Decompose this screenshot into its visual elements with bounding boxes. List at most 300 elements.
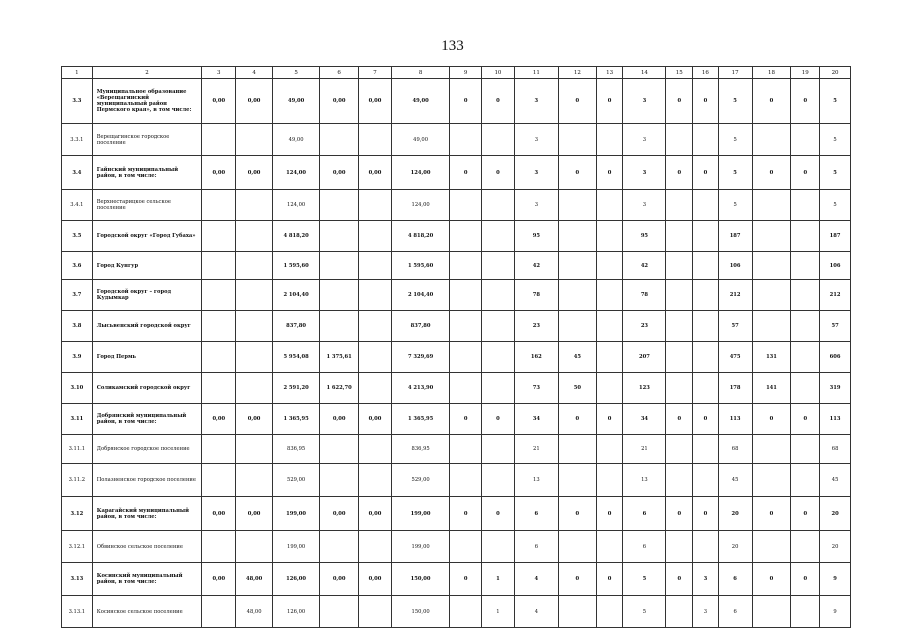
table-cell: 1 365,95 bbox=[273, 404, 320, 435]
table-cell: 212 bbox=[718, 280, 752, 311]
table-row bbox=[62, 435, 851, 464]
table-cell bbox=[596, 221, 623, 252]
table-cell: 6 bbox=[718, 596, 752, 628]
row-number: 3.3 bbox=[62, 79, 93, 124]
table-cell bbox=[558, 435, 596, 464]
table-cell: 162 bbox=[514, 342, 558, 373]
table-cell: 6 bbox=[514, 497, 558, 531]
table-cell bbox=[693, 373, 719, 404]
table-row bbox=[62, 252, 851, 280]
table-cell bbox=[202, 221, 236, 252]
table-cell bbox=[450, 311, 482, 342]
table-cell bbox=[558, 596, 596, 628]
table-cell: 836,95 bbox=[391, 435, 449, 464]
table-cell: 9 bbox=[820, 596, 851, 628]
row-name: Лысьвенский городской округ bbox=[92, 311, 202, 342]
table-cell bbox=[752, 464, 791, 497]
table-cell: 1 595,60 bbox=[391, 252, 449, 280]
table-cell bbox=[482, 373, 515, 404]
table-cell: 0 bbox=[596, 156, 623, 190]
table-cell: 5 bbox=[718, 190, 752, 221]
table-cell bbox=[666, 252, 693, 280]
table-cell: 5 bbox=[820, 124, 851, 156]
table-cell: 78 bbox=[623, 280, 666, 311]
column-header: 12 bbox=[558, 67, 596, 79]
table-cell bbox=[236, 342, 273, 373]
table-cell bbox=[791, 596, 820, 628]
table-cell bbox=[558, 531, 596, 563]
table-cell: 0 bbox=[450, 404, 482, 435]
table-cell: 0,00 bbox=[320, 79, 359, 124]
table-cell: 2 104,40 bbox=[273, 280, 320, 311]
row-name: Муниципальное образование «Верещагинский муниципальный район Пермского края», в том числе: bbox=[92, 79, 202, 124]
table-cell bbox=[791, 124, 820, 156]
table-row bbox=[62, 464, 851, 497]
table-cell: 3 bbox=[693, 563, 719, 596]
table-cell: 0 bbox=[596, 563, 623, 596]
table-cell: 0 bbox=[558, 497, 596, 531]
row-name: Добрянское городское поселение bbox=[92, 435, 202, 464]
table-row bbox=[62, 404, 851, 435]
table-cell: 7 329,69 bbox=[391, 342, 449, 373]
table-cell: 0 bbox=[791, 404, 820, 435]
table-cell bbox=[482, 531, 515, 563]
column-header: 1 bbox=[62, 67, 93, 79]
table-cell bbox=[666, 280, 693, 311]
table-cell: 2 591,20 bbox=[273, 373, 320, 404]
table-cell: 5 bbox=[718, 79, 752, 124]
table-cell bbox=[752, 221, 791, 252]
row-number: 3.4 bbox=[62, 156, 93, 190]
table-cell: 0,00 bbox=[320, 563, 359, 596]
table-cell: 57 bbox=[820, 311, 851, 342]
table-cell: 34 bbox=[514, 404, 558, 435]
table-cell: 0 bbox=[666, 404, 693, 435]
table-cell bbox=[359, 221, 392, 252]
table-cell: 45 bbox=[718, 464, 752, 497]
table-row bbox=[62, 373, 851, 404]
table-cell bbox=[320, 124, 359, 156]
table-cell: 78 bbox=[514, 280, 558, 311]
table-cell bbox=[596, 373, 623, 404]
table-cell bbox=[666, 596, 693, 628]
column-header: 11 bbox=[514, 67, 558, 79]
table-cell bbox=[752, 596, 791, 628]
table-cell: 126,00 bbox=[273, 563, 320, 596]
table-cell bbox=[236, 531, 273, 563]
table-cell bbox=[791, 435, 820, 464]
table-cell bbox=[752, 311, 791, 342]
column-header: 17 bbox=[718, 67, 752, 79]
table-cell bbox=[596, 311, 623, 342]
row-name: Косинское сельское поселение bbox=[92, 596, 202, 628]
table-cell: 0 bbox=[482, 156, 515, 190]
table-cell: 95 bbox=[623, 221, 666, 252]
table-cell: 0,00 bbox=[202, 404, 236, 435]
table-cell bbox=[359, 373, 392, 404]
table-cell: 49,00 bbox=[391, 79, 449, 124]
table-cell bbox=[791, 531, 820, 563]
table-cell: 0 bbox=[666, 563, 693, 596]
table-cell bbox=[791, 252, 820, 280]
table-cell bbox=[482, 124, 515, 156]
table-cell: 106 bbox=[820, 252, 851, 280]
row-name: Верещагинское городское поселение bbox=[92, 124, 202, 156]
table-cell bbox=[202, 342, 236, 373]
table-cell bbox=[450, 464, 482, 497]
table-row bbox=[62, 79, 851, 124]
table-cell: 0 bbox=[791, 156, 820, 190]
table-cell: 0 bbox=[693, 156, 719, 190]
table-cell bbox=[596, 342, 623, 373]
table-cell bbox=[693, 342, 719, 373]
table-cell bbox=[450, 531, 482, 563]
table-cell bbox=[596, 124, 623, 156]
table-cell: 0 bbox=[693, 404, 719, 435]
table-cell: 42 bbox=[623, 252, 666, 280]
table-cell: 49,00 bbox=[273, 124, 320, 156]
table-cell: 187 bbox=[718, 221, 752, 252]
table-cell: 20 bbox=[718, 497, 752, 531]
table-cell bbox=[752, 435, 791, 464]
table-cell bbox=[482, 464, 515, 497]
table-cell bbox=[482, 311, 515, 342]
table-cell: 150,00 bbox=[391, 596, 449, 628]
table-cell bbox=[666, 435, 693, 464]
table-cell: 0 bbox=[450, 156, 482, 190]
table-cell bbox=[558, 221, 596, 252]
table-cell: 48,00 bbox=[236, 563, 273, 596]
table-cell bbox=[202, 464, 236, 497]
table-cell bbox=[359, 252, 392, 280]
table-cell bbox=[693, 531, 719, 563]
table-cell bbox=[202, 190, 236, 221]
table-cell: 0 bbox=[791, 79, 820, 124]
table-cell bbox=[596, 280, 623, 311]
table-cell bbox=[791, 221, 820, 252]
table-cell bbox=[236, 373, 273, 404]
table-cell bbox=[320, 190, 359, 221]
table-cell: 0 bbox=[693, 497, 719, 531]
column-header: 15 bbox=[666, 67, 693, 79]
table-cell bbox=[202, 252, 236, 280]
table-cell bbox=[482, 221, 515, 252]
table-cell: 0 bbox=[596, 497, 623, 531]
table-row bbox=[62, 531, 851, 563]
table-cell bbox=[752, 280, 791, 311]
table-cell: 1 365,95 bbox=[391, 404, 449, 435]
table-row bbox=[62, 156, 851, 190]
table-cell: 5 bbox=[820, 79, 851, 124]
table-cell: 150,00 bbox=[391, 563, 449, 596]
table-cell bbox=[752, 531, 791, 563]
table-cell: 0 bbox=[752, 563, 791, 596]
table-cell bbox=[666, 190, 693, 221]
table-row bbox=[62, 563, 851, 596]
table-cell: 0,00 bbox=[236, 404, 273, 435]
table-cell bbox=[693, 221, 719, 252]
table-cell bbox=[482, 252, 515, 280]
table-cell: 49,00 bbox=[273, 79, 320, 124]
column-header: 3 bbox=[202, 67, 236, 79]
table-cell bbox=[202, 280, 236, 311]
table-cell bbox=[320, 531, 359, 563]
column-header: 7 bbox=[359, 67, 392, 79]
table-cell: 3 bbox=[514, 156, 558, 190]
table-cell bbox=[359, 280, 392, 311]
table-cell: 126,00 bbox=[273, 596, 320, 628]
table-cell bbox=[666, 464, 693, 497]
table-cell bbox=[558, 190, 596, 221]
table-cell: 0 bbox=[450, 497, 482, 531]
table-cell bbox=[320, 280, 359, 311]
table-cell: 475 bbox=[718, 342, 752, 373]
table-cell: 141 bbox=[752, 373, 791, 404]
row-name: Город Пермь bbox=[92, 342, 202, 373]
table-cell bbox=[236, 252, 273, 280]
column-header: 14 bbox=[623, 67, 666, 79]
table-cell bbox=[450, 221, 482, 252]
table-cell: 48,00 bbox=[236, 596, 273, 628]
table-cell bbox=[450, 124, 482, 156]
table-cell: 21 bbox=[623, 435, 666, 464]
table-cell bbox=[693, 124, 719, 156]
table-cell: 5 bbox=[623, 563, 666, 596]
table-cell bbox=[752, 124, 791, 156]
row-name: Косинский муниципальный район, в том числе: bbox=[92, 563, 202, 596]
table-cell: 113 bbox=[820, 404, 851, 435]
table-cell: 0,00 bbox=[359, 563, 392, 596]
table-cell: 0,00 bbox=[202, 563, 236, 596]
table-cell: 6 bbox=[718, 563, 752, 596]
table-cell: 9 bbox=[820, 563, 851, 596]
table-cell: 42 bbox=[514, 252, 558, 280]
table-cell bbox=[320, 435, 359, 464]
column-header: 8 bbox=[391, 67, 449, 79]
table-cell bbox=[450, 435, 482, 464]
table-cell: 3 bbox=[623, 156, 666, 190]
table-cell bbox=[596, 464, 623, 497]
table-cell: 13 bbox=[514, 464, 558, 497]
table-cell: 0 bbox=[450, 563, 482, 596]
table-cell bbox=[693, 190, 719, 221]
table-cell: 3 bbox=[514, 124, 558, 156]
table-cell: 0,00 bbox=[236, 497, 273, 531]
table-cell bbox=[202, 311, 236, 342]
table-cell bbox=[236, 124, 273, 156]
table-cell bbox=[596, 190, 623, 221]
table-cell bbox=[791, 373, 820, 404]
table-cell bbox=[236, 280, 273, 311]
row-name: Город Кунгур bbox=[92, 252, 202, 280]
table-cell bbox=[450, 342, 482, 373]
table-cell: 0 bbox=[482, 497, 515, 531]
table-cell: 3 bbox=[623, 124, 666, 156]
row-number: 3.3.1 bbox=[62, 124, 93, 156]
table-cell: 0,00 bbox=[202, 79, 236, 124]
table-cell bbox=[482, 190, 515, 221]
table-cell: 0 bbox=[666, 497, 693, 531]
table-cell: 199,00 bbox=[391, 497, 449, 531]
table-cell: 45 bbox=[558, 342, 596, 373]
table-cell: 199,00 bbox=[391, 531, 449, 563]
table-cell: 606 bbox=[820, 342, 851, 373]
table-cell bbox=[236, 464, 273, 497]
table-cell bbox=[791, 464, 820, 497]
table-cell: 6 bbox=[623, 531, 666, 563]
table-cell bbox=[482, 342, 515, 373]
table-cell: 212 bbox=[820, 280, 851, 311]
row-name: Городской округ «Город Губаха» bbox=[92, 221, 202, 252]
table-cell bbox=[450, 252, 482, 280]
table-cell: 1 622,70 bbox=[320, 373, 359, 404]
table-cell: 0,00 bbox=[202, 497, 236, 531]
table-cell bbox=[596, 596, 623, 628]
table-cell bbox=[450, 373, 482, 404]
table-cell: 0,00 bbox=[359, 79, 392, 124]
table-cell bbox=[558, 280, 596, 311]
row-name: Гайнский муниципальный район, в том числе: bbox=[92, 156, 202, 190]
table-cell bbox=[596, 435, 623, 464]
row-name: Соликамский городской округ bbox=[92, 373, 202, 404]
table-cell: 0 bbox=[558, 79, 596, 124]
table-cell bbox=[359, 531, 392, 563]
table-cell bbox=[359, 596, 392, 628]
table-cell: 2 104,40 bbox=[391, 280, 449, 311]
table-cell: 3 bbox=[514, 79, 558, 124]
table-cell: 837,80 bbox=[273, 311, 320, 342]
table-cell bbox=[558, 311, 596, 342]
row-name: Обвинское сельское поселение bbox=[92, 531, 202, 563]
table-cell bbox=[202, 373, 236, 404]
table-cell: 4 bbox=[514, 563, 558, 596]
table-cell bbox=[666, 311, 693, 342]
table-cell: 0 bbox=[752, 497, 791, 531]
table-row bbox=[62, 280, 851, 311]
table-cell bbox=[558, 124, 596, 156]
table-cell bbox=[450, 280, 482, 311]
table-cell bbox=[666, 124, 693, 156]
column-header: 2 bbox=[92, 67, 202, 79]
table-row bbox=[62, 596, 851, 628]
table-cell: 23 bbox=[623, 311, 666, 342]
table-cell: 0 bbox=[482, 79, 515, 124]
table-cell: 68 bbox=[718, 435, 752, 464]
column-header: 4 bbox=[236, 67, 273, 79]
table-cell bbox=[320, 464, 359, 497]
row-name: Карагайский муниципальный район, в том числе: bbox=[92, 497, 202, 531]
table-cell: 124,00 bbox=[273, 156, 320, 190]
row-number: 3.13 bbox=[62, 563, 93, 596]
table-cell: 57 bbox=[718, 311, 752, 342]
table-cell: 5 bbox=[718, 124, 752, 156]
table-row bbox=[62, 221, 851, 252]
column-header: 6 bbox=[320, 67, 359, 79]
table-cell: 178 bbox=[718, 373, 752, 404]
table-cell bbox=[666, 531, 693, 563]
table-cell bbox=[666, 342, 693, 373]
table-cell bbox=[320, 311, 359, 342]
table-cell: 6 bbox=[514, 531, 558, 563]
table-cell: 0,00 bbox=[236, 156, 273, 190]
table-cell bbox=[320, 252, 359, 280]
table-cell: 113 bbox=[718, 404, 752, 435]
table-cell: 0 bbox=[752, 156, 791, 190]
table-cell bbox=[558, 252, 596, 280]
row-name: Городской округ – город Кудымкар bbox=[92, 280, 202, 311]
table-cell: 13 bbox=[623, 464, 666, 497]
table-cell: 123 bbox=[623, 373, 666, 404]
table-cell: 4 818,20 bbox=[391, 221, 449, 252]
table-cell bbox=[450, 190, 482, 221]
table-cell: 0 bbox=[791, 563, 820, 596]
table-cell: 20 bbox=[718, 531, 752, 563]
table-cell: 0 bbox=[752, 79, 791, 124]
table-cell: 0 bbox=[666, 156, 693, 190]
row-number: 3.5 bbox=[62, 221, 93, 252]
column-header: 19 bbox=[791, 67, 820, 79]
table-row bbox=[62, 190, 851, 221]
column-header: 13 bbox=[596, 67, 623, 79]
table-cell: 5 bbox=[623, 596, 666, 628]
header-row bbox=[62, 67, 851, 79]
table-cell bbox=[359, 342, 392, 373]
table-cell: 0 bbox=[450, 79, 482, 124]
table-cell: 0 bbox=[558, 563, 596, 596]
table-row bbox=[62, 497, 851, 531]
table-cell: 124,00 bbox=[391, 190, 449, 221]
table-cell: 0,00 bbox=[359, 497, 392, 531]
row-number: 3.12 bbox=[62, 497, 93, 531]
table-row bbox=[62, 342, 851, 373]
row-number: 3.11 bbox=[62, 404, 93, 435]
table-cell: 23 bbox=[514, 311, 558, 342]
table-cell bbox=[693, 311, 719, 342]
table-cell bbox=[202, 531, 236, 563]
table-cell: 1 bbox=[482, 596, 515, 628]
row-name: Верхнестарицкое сельское поселение bbox=[92, 190, 202, 221]
table-cell bbox=[558, 464, 596, 497]
table-cell bbox=[693, 280, 719, 311]
table-cell bbox=[359, 464, 392, 497]
table-row bbox=[62, 311, 851, 342]
table-cell bbox=[752, 190, 791, 221]
table-cell: 0,00 bbox=[359, 156, 392, 190]
table-cell: 4 213,90 bbox=[391, 373, 449, 404]
table-cell: 124,00 bbox=[391, 156, 449, 190]
table-cell: 3 bbox=[693, 596, 719, 628]
row-name: Добрянский муниципальный район, в том числе: bbox=[92, 404, 202, 435]
table-cell bbox=[791, 311, 820, 342]
table-cell bbox=[359, 435, 392, 464]
row-number: 3.6 bbox=[62, 252, 93, 280]
row-number: 3.11.1 bbox=[62, 435, 93, 464]
table-cell bbox=[236, 221, 273, 252]
table-cell: 5 bbox=[820, 156, 851, 190]
table-cell: 4 818,20 bbox=[273, 221, 320, 252]
table-cell bbox=[359, 124, 392, 156]
table-cell bbox=[791, 280, 820, 311]
table-cell bbox=[236, 311, 273, 342]
table-cell: 34 bbox=[623, 404, 666, 435]
table-cell: 45 bbox=[820, 464, 851, 497]
table-cell bbox=[693, 252, 719, 280]
table-cell bbox=[666, 221, 693, 252]
table-cell: 95 bbox=[514, 221, 558, 252]
column-header: 10 bbox=[482, 67, 515, 79]
table-cell: 0,00 bbox=[320, 404, 359, 435]
table-cell: 0,00 bbox=[359, 404, 392, 435]
